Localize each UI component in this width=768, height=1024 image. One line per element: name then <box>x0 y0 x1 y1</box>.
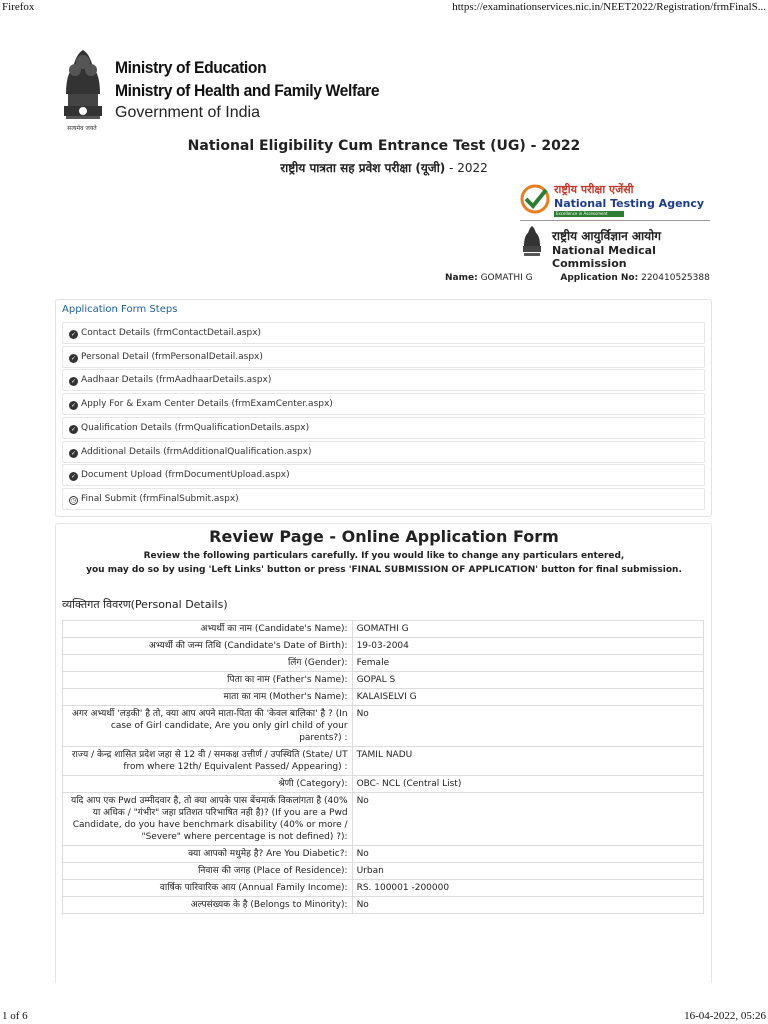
check-circle-icon: ✓ <box>70 378 77 386</box>
check-circle-icon: ✓ <box>70 402 77 410</box>
step-label: Apply For & Exam Center Details (frmExamCenter.aspx) <box>81 399 333 410</box>
print-url: https://examinationservices.nic.in/NEET2022/Registration/frmFinalS... <box>452 1 766 13</box>
table-row <box>63 672 704 689</box>
table-row <box>63 706 704 747</box>
table-row <box>63 747 704 776</box>
field-value: 19-03-2004 <box>352 638 703 655</box>
page-count: 1 of 6 <box>2 1010 28 1022</box>
nmc-emblem-icon <box>520 224 544 260</box>
step-label: Document Upload (frmDocumentUpload.aspx) <box>81 470 290 481</box>
field-label: क्या आपको मधुमेह है? Are You Diabetic?: <box>63 846 353 863</box>
field-label: लिंग (Gender): <box>63 655 353 672</box>
nta-tagline: Excellence in Assessment <box>554 211 624 217</box>
field-value: KALAISELVI G <box>352 689 703 706</box>
print-app-name: Firefox <box>2 1 35 13</box>
table-row <box>63 655 704 672</box>
nta-name-hindi: राष्ट्रीय परीक्षा एजेंसी <box>554 183 634 196</box>
step-label: Qualification Details (frmQualificationDetails.aspx) <box>81 422 310 433</box>
step-label: Final Submit (frmFinalSubmit.aspx) <box>81 493 239 504</box>
table-row <box>63 776 704 793</box>
field-label: यदि आप एक Pwd उम्मीदवार है, तो क्या आपके पास बेंचमार्क विकलांगता है (40% या अधिक / "गंभीर" जहा प्रतिशत परिभाषित नही है)? (If you are a Pwd Candidate, do you have benchmark disability (40% or more / "Severe" where percentage is not defined) ?): <box>63 793 353 846</box>
table-row <box>63 793 704 846</box>
step-item[interactable] <box>62 464 705 486</box>
table-row <box>63 638 704 655</box>
field-value: No <box>352 897 703 914</box>
nta-divider <box>520 220 710 221</box>
check-circle-icon: ✓ <box>70 425 77 433</box>
field-label: पिता का नाम (Father's Name): <box>63 672 353 689</box>
step-item[interactable] <box>62 441 705 463</box>
application-steps-panel <box>55 299 712 517</box>
table-row <box>63 863 704 880</box>
nta-logo <box>520 180 710 220</box>
field-value: GOPAL S <box>352 672 703 689</box>
step-item[interactable] <box>62 322 705 344</box>
check-circle-icon: ✓ <box>70 473 77 481</box>
check-circle-icon: ✓ <box>70 331 77 338</box>
field-label: अभ्यर्थी का नाम (Candidate's Name): <box>63 621 353 638</box>
table-row <box>63 897 704 914</box>
test-title-hindi <box>0 159 768 176</box>
field-label: अल्पसंख्यक के है (Belongs to Minority): <box>63 897 353 914</box>
emblem-motto: सत्यमेव जयते <box>67 125 97 132</box>
field-label: माता का नाम (Mother's Name): <box>63 689 353 706</box>
field-value: Female <box>352 655 703 672</box>
field-value: No <box>352 846 703 863</box>
table-row <box>63 621 704 638</box>
steps-title: Application Form Steps <box>62 304 178 315</box>
step-label: Additional Details (frmAdditionalQualification.aspx) <box>81 446 312 457</box>
print-footer <box>0 1008 768 1024</box>
review-title: Review Page - Online Application Form <box>209 527 559 546</box>
candidate-info <box>445 273 710 283</box>
review-instructions-line-2: you may do so by using 'Left Links' button or press 'FINAL SUBMISSION OF APPLICATION' button for final submission. <box>86 565 682 575</box>
field-label: निवास की जगह (Place of Residence): <box>63 863 353 880</box>
ministry-education: Ministry of Education <box>115 58 267 77</box>
field-label: श्रेणी (Category): <box>63 776 353 793</box>
field-value: No <box>352 706 703 747</box>
nmc-name-hindi: राष्ट्रीय आयुर्विज्ञान आयोग <box>552 229 662 243</box>
test-title: National Eligibility Cum Entrance Test (UG) - 2022 <box>187 138 581 154</box>
field-value: No <box>352 793 703 846</box>
step-item[interactable] <box>62 417 705 439</box>
field-value: RS. 100001 -200000 <box>352 880 703 897</box>
field-value: GOMATHI G <box>352 621 703 638</box>
clock-icon: ◷ <box>70 496 77 504</box>
government-of-india: Government of India <box>115 104 260 121</box>
nmc-logo <box>520 224 720 270</box>
review-instructions <box>0 549 768 577</box>
step-item[interactable] <box>62 369 705 391</box>
step-item[interactable] <box>62 346 705 368</box>
step-label: Personal Detail (frmPersonalDetail.aspx) <box>81 351 263 362</box>
step-label: Contact Details (frmContactDetail.aspx) <box>81 328 262 338</box>
personal-details-table <box>62 620 704 914</box>
review-instructions-line-1: Review the following particulars carefully. If you would like to change any particulars entered, <box>143 551 625 561</box>
ministry-health: Ministry of Health and Family Welfare <box>115 81 380 100</box>
field-label: अगर अभ्यर्थी 'लड़की' है तो, क्या आप अपने माता-पिता की 'केवल बालिका' है ? (In case of Girl candidate, Are you only girl child of your parents?) : <box>63 706 353 747</box>
field-label: अभ्यर्थी की जन्म तिथि (Candidate's Date of Birth): <box>63 638 353 655</box>
test-title-hindi-year: - 2022 <box>445 161 488 175</box>
print-header <box>0 0 768 16</box>
nmc-name-english: National Medical Commission <box>552 244 656 270</box>
step-label: Aadhaar Details (frmAadhaarDetails.aspx) <box>81 375 272 386</box>
step-item[interactable] <box>62 488 705 510</box>
ministry-block <box>115 56 402 124</box>
table-row <box>63 880 704 897</box>
field-value: OBC- NCL (Central List) <box>352 776 703 793</box>
field-label: राज्य / केन्द्र शासित प्रदेश जहा से 12 वी / समकक्ष उत्तीर्ण / उपस्थिति (State/ UT from where 12th/ Equivalent Passed/ Appearing) : <box>63 747 353 776</box>
field-label: वार्षिक पारिवारिक आय (Annual Family Income): <box>63 880 353 897</box>
table-row <box>63 846 704 863</box>
nta-name-english: National Testing Agency <box>554 197 705 210</box>
test-title-hindi-text: राष्ट्रीय पात्रता सह प्रवेश परीक्षा (यूजी) <box>280 161 446 175</box>
name-label: Name: <box>445 273 478 283</box>
table-row <box>63 689 704 706</box>
check-circle-icon: ✓ <box>70 354 77 362</box>
candidate-name: GOMATHI G <box>480 273 533 283</box>
check-circle-icon: ✓ <box>70 449 77 457</box>
application-no: 220410525388 <box>641 273 710 283</box>
personal-details-heading: व्यक्तिगत विवरण(Personal Details) <box>62 598 228 611</box>
national-emblem-icon <box>58 44 108 132</box>
nta-tick-icon <box>520 184 550 214</box>
field-value: Urban <box>352 863 703 880</box>
step-item[interactable] <box>62 393 705 415</box>
print-datetime: 16-04-2022, 05:26 <box>684 1010 766 1022</box>
application-no-label: Application No: <box>560 273 639 283</box>
field-value: TAMIL NADU <box>352 747 703 776</box>
